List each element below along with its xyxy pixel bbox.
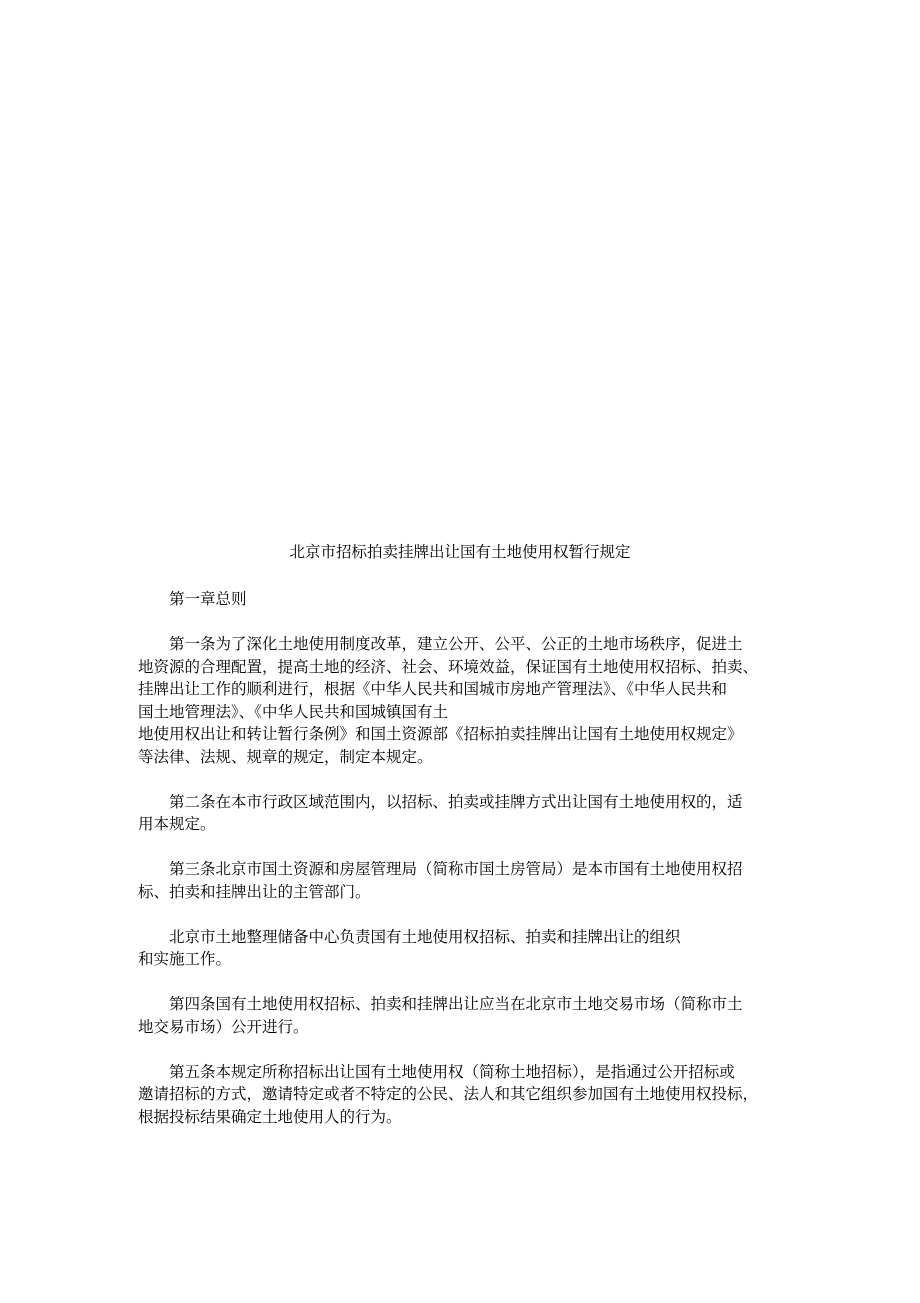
document-body bbox=[138, 588, 783, 1151]
chapter-heading bbox=[138, 588, 783, 611]
chapter-heading-text: 第一章总则 bbox=[169, 590, 247, 608]
paragraph-line: 第三条北京市国土资源和房屋管理局（简称市国土房管局）是本市国有土地使用权招 bbox=[169, 860, 743, 878]
paragraph-line: 根据投标结果确定土地使用人的行为。 bbox=[138, 1107, 402, 1126]
paragraph-line: 第一条为了深化土地使用制度改革，建立公开、公平、公正的土地市场秩序，促进土 bbox=[169, 635, 743, 653]
document-title: 北京市招标拍卖挂牌出让国有土地使用权暂行规定 bbox=[289, 543, 631, 561]
paragraph-line: 用本规定。 bbox=[138, 815, 216, 833]
paragraph-line: 第五条本规定所称招标出让国有土地使用权（简称土地招标），是指通过公开招标或 bbox=[169, 1062, 735, 1081]
paragraph-line: 挂牌出让工作的顺利进行，根据《中华人民共和国城市房地产管理法》、《中华人民共和 bbox=[138, 680, 728, 698]
paragraph-line: 北京市土地整理储备中心负责国有土地使用权招标、拍卖和挂牌出让的组织 bbox=[169, 927, 681, 946]
paragraph-line: 第二条在本市行政区域范围内，以招标、拍卖或挂牌方式出让国有土地使用权的，适 bbox=[169, 792, 743, 811]
paragraph-line: 国土地管理法》、《中华人民共和国城镇国有土 bbox=[138, 702, 449, 721]
article-3-clause bbox=[138, 926, 783, 971]
paragraph-line: 邀请招标的方式，邀请特定或者不特定的公民、法人和其它组织参加国有土地使用权投标， bbox=[138, 1085, 759, 1103]
article-1 bbox=[138, 633, 783, 768]
paragraph-line: 地资源的合理配置，提高土地的经济、社会、环境效益，保证国有土地使用权招标、拍卖、 bbox=[138, 657, 759, 676]
paragraph-line: 地使用权出让和转让暂行条例》和国土资源部《招标拍卖挂牌出让国有土地使用权规定》 bbox=[138, 725, 743, 743]
article-4 bbox=[138, 993, 783, 1038]
paragraph-line: 等法律、法规、规章的规定，制定本规定。 bbox=[138, 747, 433, 766]
article-3 bbox=[138, 858, 783, 903]
paragraph-line: 地交易市场）公开进行。 bbox=[138, 1017, 309, 1036]
article-2 bbox=[138, 791, 783, 836]
paragraph-line: 和实施工作。 bbox=[138, 950, 232, 968]
paragraph-line: 第四条国有土地使用权招标、拍卖和挂牌出让应当在北京市土地交易市场（简称市土 bbox=[169, 995, 743, 1013]
article-5 bbox=[138, 1061, 783, 1129]
paragraph-line: 标、拍卖和挂牌出让的主管部门。 bbox=[138, 882, 371, 901]
